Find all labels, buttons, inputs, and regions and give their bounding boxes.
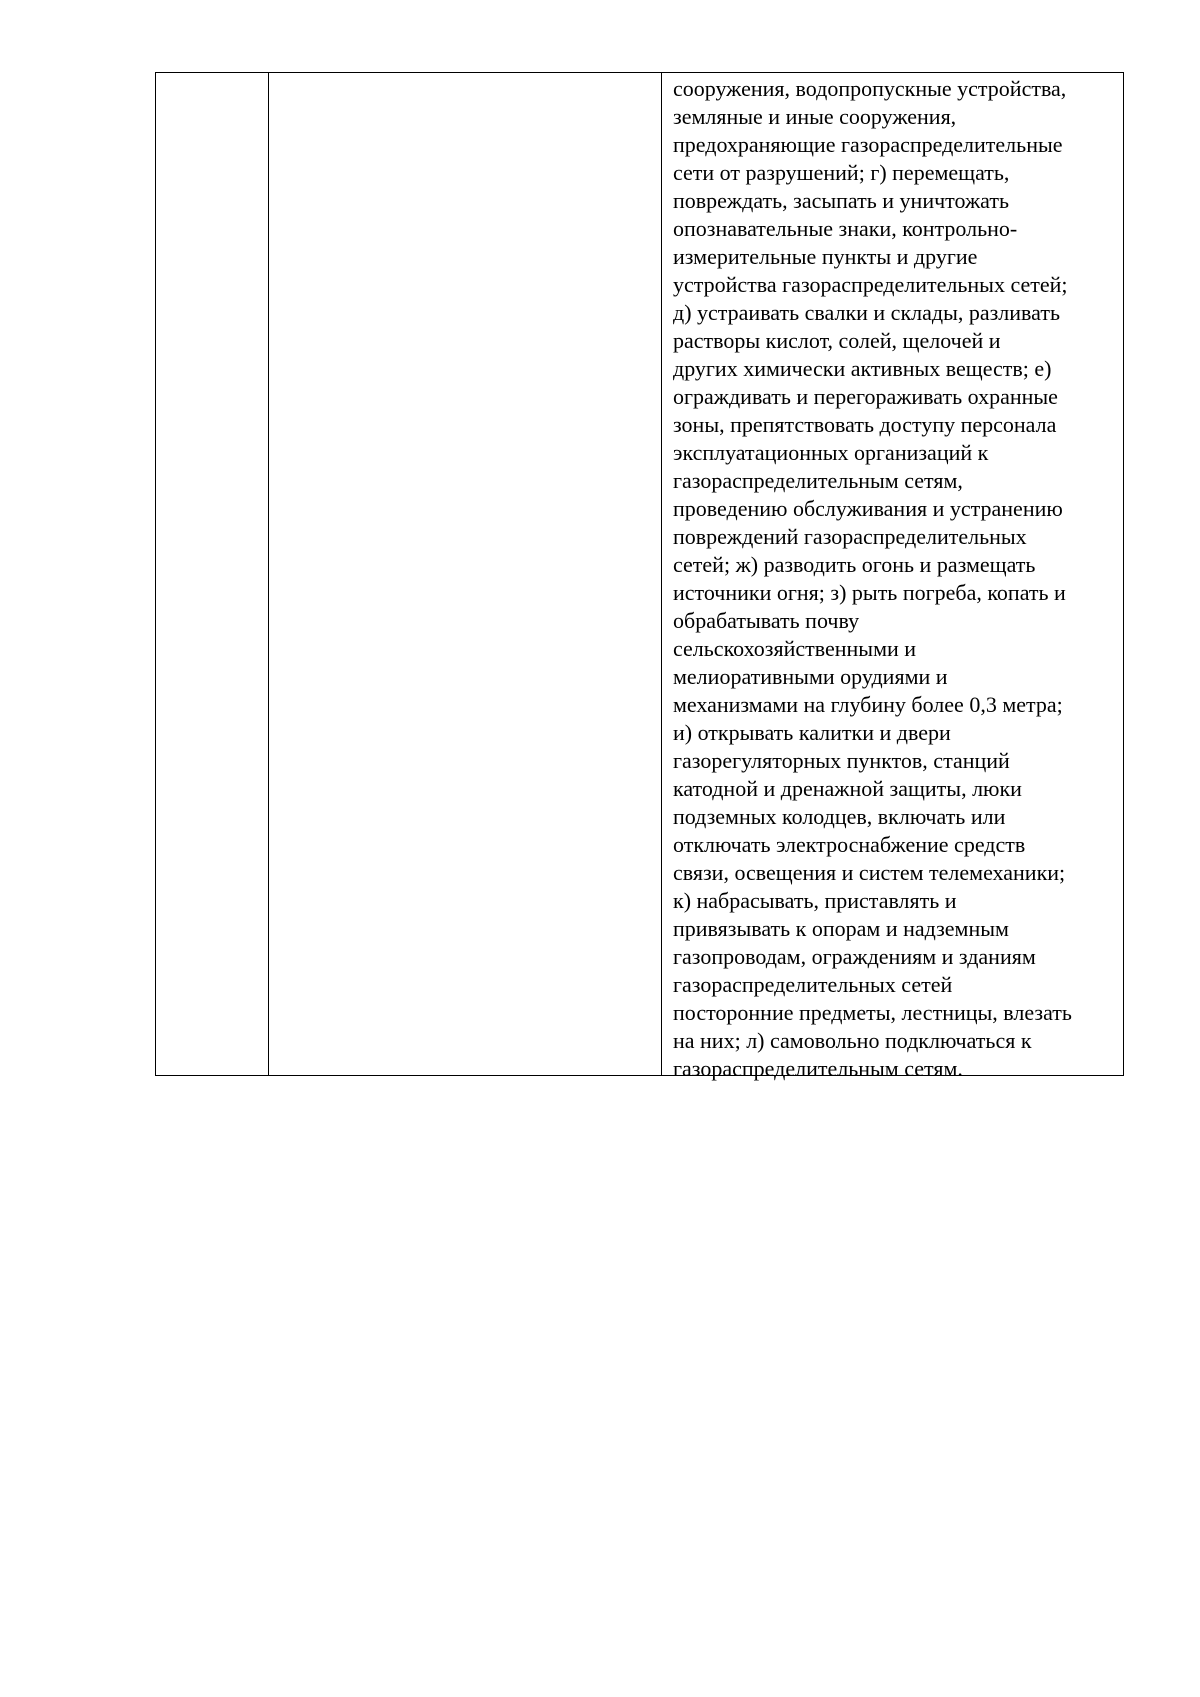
document-table <box>155 72 1124 1081</box>
table-cell-restrictions-text: сооружения, водопропускные устройства, земляные и иные сооружения, предохраняющие газораспределительные сети от разрушений; г) перемещать, повреждать, засыпать и уничтожать опознавательные знаки, контрольно- измерительные пункты и другие устройства газораспределительных сетей; д) устраивать свалки и склады, разливать растворы кислот, солей, щелочей и других химически активных веществ; е) ограждивать и перегораживать охранные зоны, препятствовать доступу персонала эксплуатационных организаций к газораспределительным сетям, проведению обслуживания и устранению повреждений газораспределительных сетей; ж) разводить огонь и размещать источники огня; з) рыть погреба, копать и обрабатывать почву сельскохозяйственными и мелиоративными орудиями и механизмами на глубину более 0,3 метра; и) открывать калитки и двери газорегуляторных пунктов, станций катодной и дренажной защиты, люки подземных колодцев, включать или отключать электроснабжение средств связи, освещения и систем телемеханики; к) набрасывать, приставлять и привязывать к опорам и надземным газопроводам, ограждениям и зданиям газораспределительных сетей посторонние предметы, лестницы, влезать на них; л) самовольно подключаться к газораспределительным сетям. <box>673 76 1072 1081</box>
column-divider-2 <box>661 73 662 1075</box>
column-divider-1 <box>268 73 269 1075</box>
